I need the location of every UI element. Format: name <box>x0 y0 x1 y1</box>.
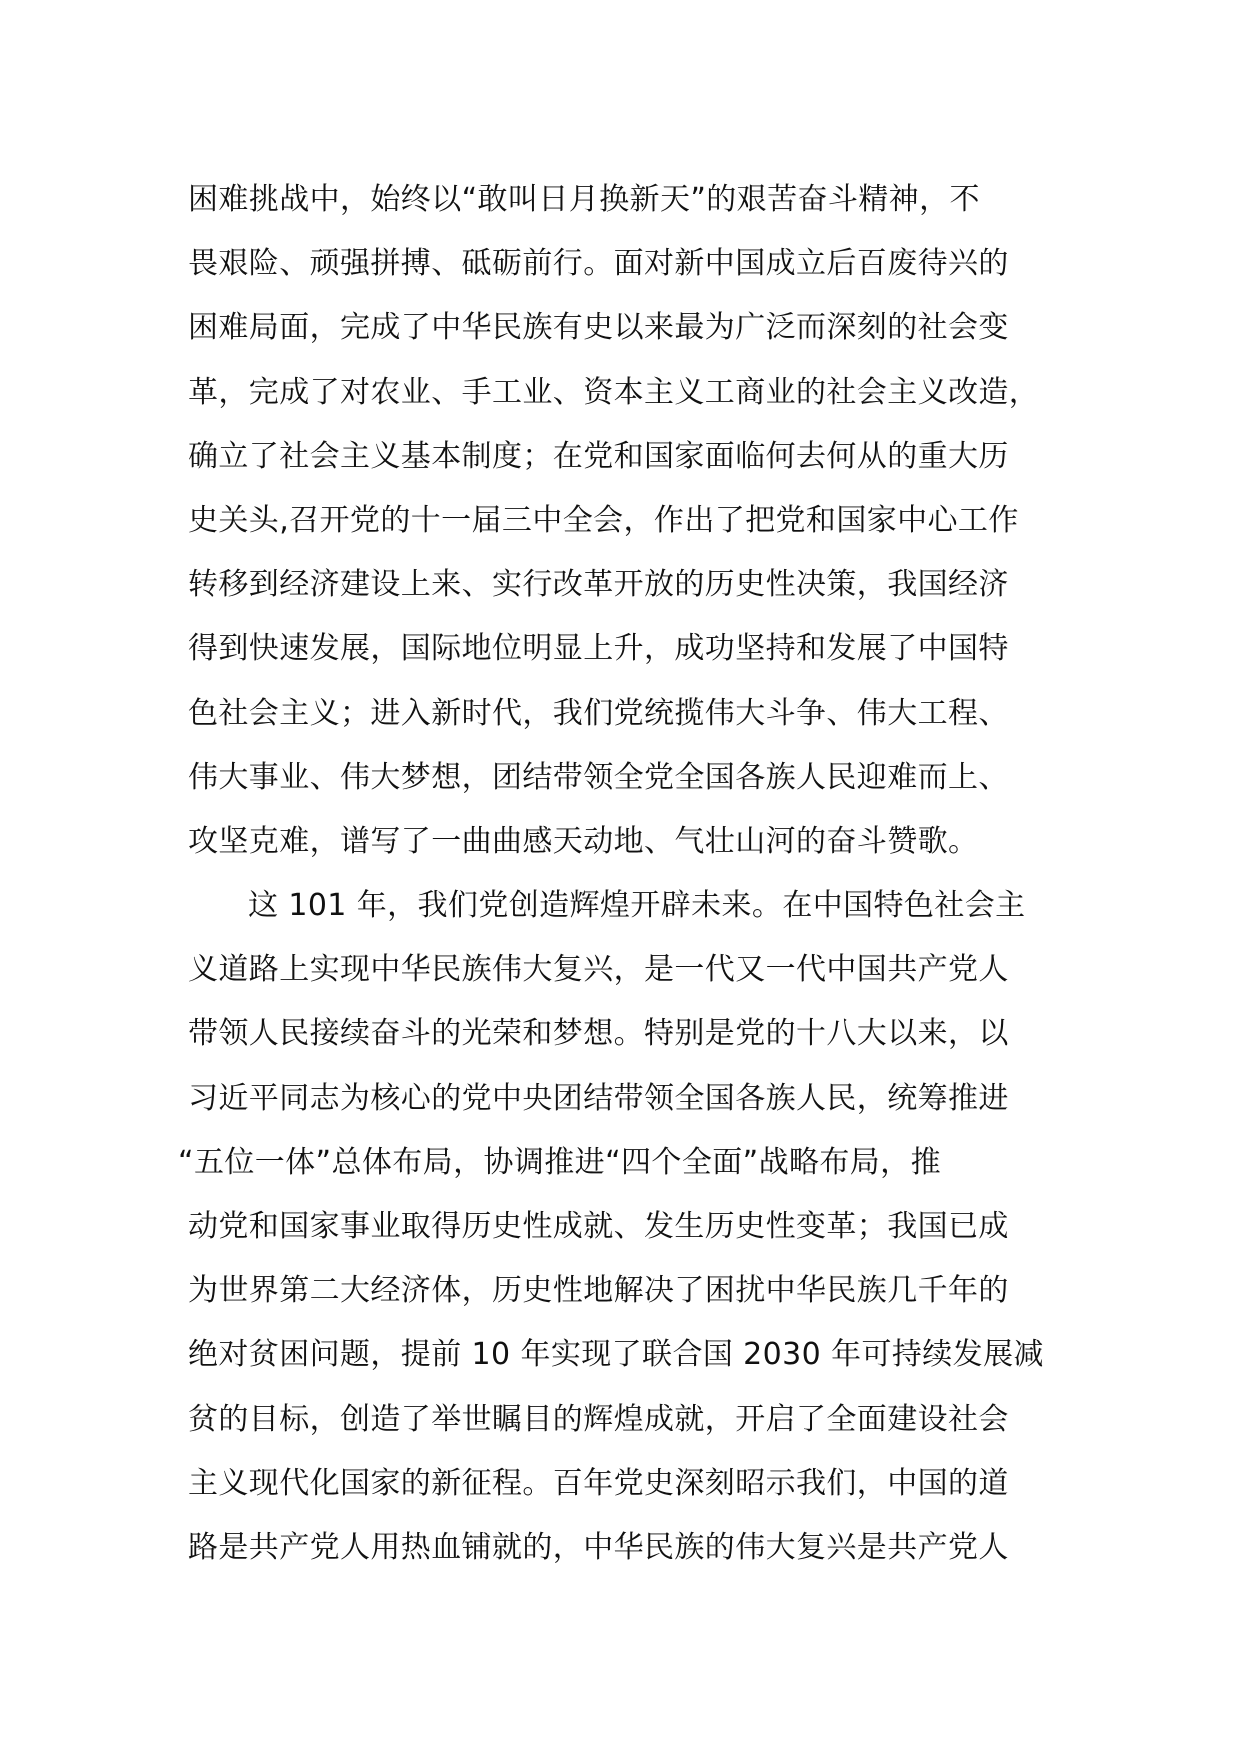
text-line: 伟大事业、伟大梦想，团结带领全党全国各族人民迎难而上、 <box>188 759 1009 795</box>
text-line: “五位一体”总体布局，协调推进“四个全面”战略布局，推 <box>178 1144 941 1180</box>
body-text <box>178 168 1088 1580</box>
text-line: 贫的目标，创造了举世瞩目的辉煌成就，开启了全面建设社会 <box>188 1401 1009 1437</box>
text-line: 义道路上实现中华民族伟大复兴，是一代又一代中国共产党人 <box>188 952 1009 988</box>
text-line: 确立了社会主义基本制度；在党和国家面临何去何从的重大历 <box>188 438 1009 474</box>
text-line: 得到快速发展，国际地位明显上升，成功坚持和发展了中国特 <box>188 631 1009 667</box>
text-line: 困难局面，完成了中华民族有史以来最为广泛而深刻的社会变 <box>188 310 1009 346</box>
text-line: 转移到经济建设上来、实行改革开放的历史性决策，我国经济 <box>188 567 1009 603</box>
text-line: 为世界第二大经济体，历史性地解决了困扰中华民族几千年的 <box>188 1273 1009 1309</box>
text-line: 路是共产党人用热血铺就的，中华民族的伟大复兴是共产党人 <box>188 1529 1009 1565</box>
paragraph-start-line: 这 101 年，我们党创造辉煌开辟未来。在中国特色社会主 <box>248 888 1026 924</box>
text-line: 习近平同志为核心的党中央团结带领全国各族人民，统筹推进 <box>188 1080 1009 1116</box>
text-line: 色社会主义；进入新时代，我们党统揽伟大斗争、伟大工程、 <box>188 695 1009 731</box>
text-line: 绝对贫困问题，提前 10 年实现了联合国 2030 年可持续发展减 <box>188 1337 1044 1373</box>
text-line: 主义现代化国家的新征程。百年党史深刻昭示我们，中国的道 <box>188 1465 1009 1501</box>
text-line: 畏艰险、顽强拼搏、砥砺前行。面对新中国成立后百废待兴的 <box>188 246 1009 282</box>
text-line: 动党和国家事业取得历史性成就、发生历史性变革；我国已成 <box>188 1209 1009 1244</box>
text-line: 革，完成了对农业、手工业、资本主义工商业的社会主义改造， <box>188 374 1040 410</box>
text-line: 攻坚克难，谱写了一曲曲感天动地、气壮山河的奋斗赞歌。 <box>188 823 979 859</box>
text-line: 困难挑战中，始终以“敢叫日月换新天”的艰苦奋斗精神，不 <box>188 182 980 217</box>
text-line: 史关头,召开党的十一届三中全会，作出了把党和国家中心工作 <box>188 502 1019 538</box>
text-line: 带领人民接续奋斗的光荣和梦想。特别是党的十八大以来，以 <box>188 1016 1009 1052</box>
